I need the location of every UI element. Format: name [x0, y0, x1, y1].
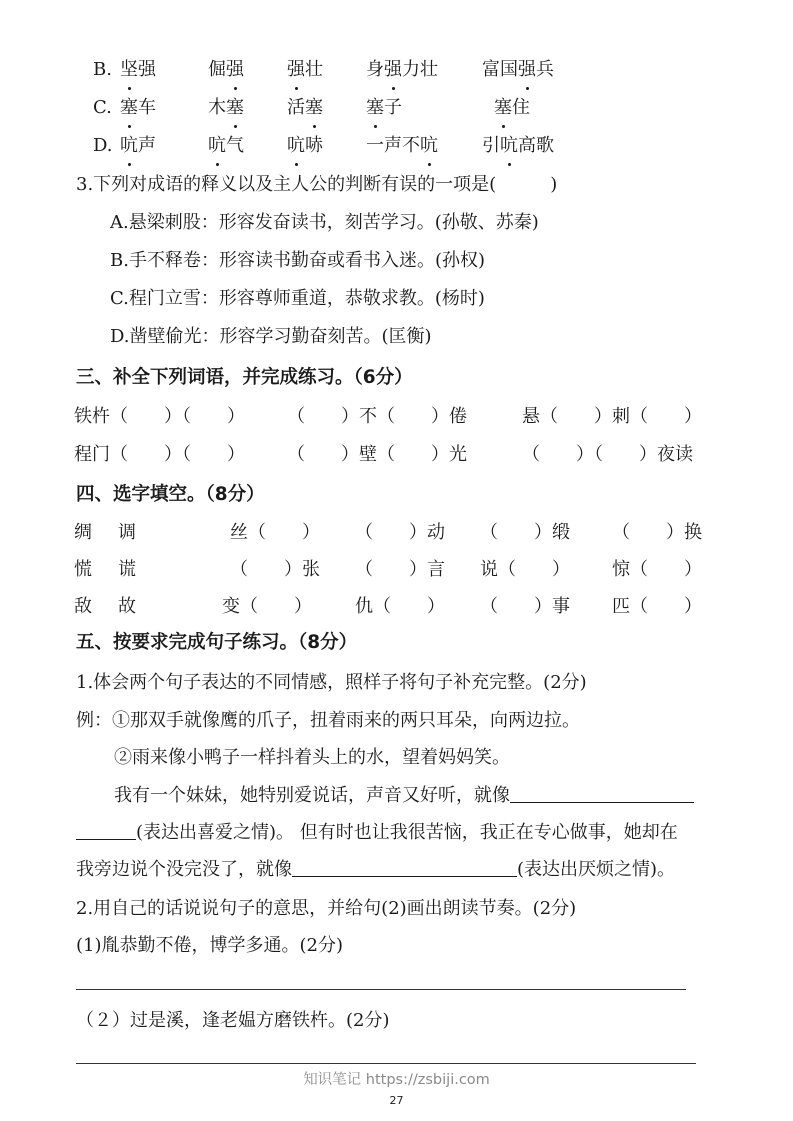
- option-word: [494, 93, 530, 123]
- idiom-blank: 悬（ ）刺（ ）: [522, 406, 702, 427]
- char-choice-row: [0, 518, 793, 548]
- char-choice-row: [0, 555, 793, 585]
- word-part: 车: [138, 97, 156, 118]
- dotted-character: 吭: [208, 131, 226, 161]
- fill-text: 我有一个妹妹，她特别爱说话，声音又好听，就像: [114, 785, 510, 806]
- fill-text: 我旁边说个没完没了，就像: [76, 859, 292, 880]
- dotted-character: 强: [518, 55, 536, 85]
- example-sentence-2: ②雨来像小鸭子一样抖着头上的水，望着妈妈笑。: [114, 747, 510, 768]
- fill-blank-word: 丝（ ）: [230, 522, 320, 543]
- question-3-option-c: C.程门立雪：形容尊师重道，恭敬求教。(杨时): [110, 288, 485, 309]
- question-3-option-d: D.凿壁偷光：形容学习勤奋刻苦。(匡衡): [110, 326, 432, 347]
- option-word: [120, 93, 156, 123]
- fill-sentence-line-2: [76, 818, 678, 848]
- option-word: [482, 55, 554, 85]
- fill-blank-word: 惊（ ）: [612, 559, 702, 580]
- dotted-character: 塞: [366, 93, 384, 123]
- option-word: [120, 55, 156, 85]
- word-part: 子: [384, 97, 402, 118]
- char-pair: 敌 故: [74, 596, 140, 617]
- answer-blank[interactable]: [510, 784, 694, 803]
- fill-blank-word: 说（ ）: [480, 559, 570, 580]
- answer-line[interactable]: [76, 1063, 696, 1064]
- dotted-character: 塞: [226, 93, 244, 123]
- word-part: 兵: [536, 59, 554, 80]
- dotted-character: 吭: [500, 131, 518, 161]
- word-part: 壮: [305, 59, 323, 80]
- fill-sentence-line-1: [114, 781, 694, 811]
- word-part: 力壮: [402, 59, 438, 80]
- dotted-character: 吭: [420, 131, 438, 161]
- option-word: [120, 131, 156, 161]
- question-3-option-a: A.悬梁刺股：形容发奋读书，刻苦学习。(孙敬、苏秦): [110, 212, 539, 233]
- fill-blank-word: 匹（ ）: [612, 596, 702, 617]
- fill-blank-word: （ ）缎: [480, 522, 570, 543]
- fill-blank-word: 仇（ ）: [355, 596, 445, 617]
- answer-blank[interactable]: [292, 858, 517, 877]
- option-word: [287, 131, 323, 161]
- word-part: 活: [287, 97, 305, 118]
- idiom-blank: （ ）壁（ ）光: [287, 444, 467, 465]
- fill-blank-word: （ ）张: [230, 559, 320, 580]
- idiom-blank: （ ）不（ ）倦: [287, 406, 467, 427]
- word-part: 一声不: [366, 135, 420, 156]
- fill-sentence-line-3: [76, 855, 675, 885]
- idiom-blank: 程门（ ）（ ）: [74, 444, 245, 465]
- word-part: 哧: [305, 135, 323, 156]
- option-word: [208, 93, 244, 123]
- idiom-blank: （ ）（ ）夜读: [522, 444, 693, 465]
- option-word: [366, 55, 438, 85]
- char-pair: 慌 谎: [74, 559, 140, 580]
- fill-blank-word: （ ）事: [480, 596, 570, 617]
- fill-blank-word: 变（ ）: [222, 596, 312, 617]
- option-row: [0, 55, 793, 85]
- dotted-character: 塞: [120, 93, 138, 123]
- option-word: [208, 55, 244, 85]
- question-3-option-b: B.手不释卷：形容读书勤奋或看书入迷。(孙权): [110, 250, 485, 271]
- word-part: 强: [138, 59, 156, 80]
- option-label: B.: [93, 59, 112, 80]
- option-word: [208, 131, 244, 161]
- char-choice-row: [0, 592, 793, 622]
- word-part: 引: [482, 135, 500, 156]
- word-part: 身: [366, 59, 384, 80]
- word-part: 声: [138, 135, 156, 156]
- option-word: [287, 93, 323, 123]
- question-3: 3.下列对成语的释义以及主人公的判断有误的一项是( ): [76, 174, 558, 195]
- dotted-character: 强: [226, 55, 244, 85]
- section-5-question-2-1: (1)胤恭勤不倦，博学多通。(2分): [76, 935, 343, 956]
- section-5-question-1: 1.体会两个句子表达的不同情感，照样子将句子补充完整。(2分): [76, 672, 587, 693]
- option-row: [0, 93, 793, 123]
- section-5-question-2-2: （２）过是溪，逢老媪方磨铁杵。(2分): [76, 1010, 390, 1031]
- section-3-row-2: [0, 440, 793, 470]
- fill-text: (表达出厌烦之情)。: [517, 859, 676, 880]
- section-3-title: 三、补全下列词语，并完成练习。（6分）: [76, 367, 413, 388]
- section-5-title: 五、按要求完成句子练习。（8分）: [76, 632, 358, 653]
- word-part: 木: [208, 97, 226, 118]
- dotted-character: 坚: [120, 55, 138, 85]
- dotted-character: 强: [287, 55, 305, 85]
- dotted-character: 吭: [120, 131, 138, 161]
- word-part: 富国: [482, 59, 518, 80]
- word-part: 住: [512, 97, 530, 118]
- idiom-blank: 铁杵（ ）（ ）: [74, 406, 245, 427]
- word-part: 倔: [208, 59, 226, 80]
- answer-line[interactable]: [76, 989, 686, 990]
- dotted-character: 塞: [494, 93, 512, 123]
- option-row: [0, 131, 793, 161]
- dotted-character: 塞: [305, 93, 323, 123]
- dotted-character: 吭: [287, 131, 305, 161]
- section-3-row-1: [0, 402, 793, 432]
- watermark: 知识笔记 https://zsbiji.com: [303, 1072, 490, 1088]
- char-pair: 绸 调: [74, 522, 140, 543]
- option-word: [366, 93, 402, 123]
- option-word: [366, 131, 438, 161]
- word-part: 气: [226, 135, 244, 156]
- option-word: [287, 55, 323, 85]
- page-number: 27: [389, 1094, 404, 1107]
- option-word: [482, 131, 554, 161]
- fill-blank-word: （ ）言: [355, 559, 445, 580]
- option-label: C.: [93, 97, 112, 118]
- answer-blank[interactable]: [76, 821, 136, 840]
- section-5-question-2: 2.用自己的话说说句子的意思，并给句(2)画出朗读节奏。(2分): [76, 898, 577, 919]
- fill-blank-word: （ ）动: [355, 522, 445, 543]
- fill-blank-word: （ ）换: [612, 522, 702, 543]
- option-label: D.: [93, 135, 113, 156]
- word-part: 高歌: [518, 135, 554, 156]
- dotted-character: 强: [384, 55, 402, 85]
- example-sentence-1: 例：①那双手就像鹰的爪子，扭着雨来的两只耳朵，向两边拉。: [76, 710, 580, 731]
- section-4-title: 四、选字填空。（8分）: [76, 484, 265, 505]
- fill-text: (表达出喜爱之情)。 但有时也让我很苦恼，我正在专心做事，她却在: [136, 822, 678, 843]
